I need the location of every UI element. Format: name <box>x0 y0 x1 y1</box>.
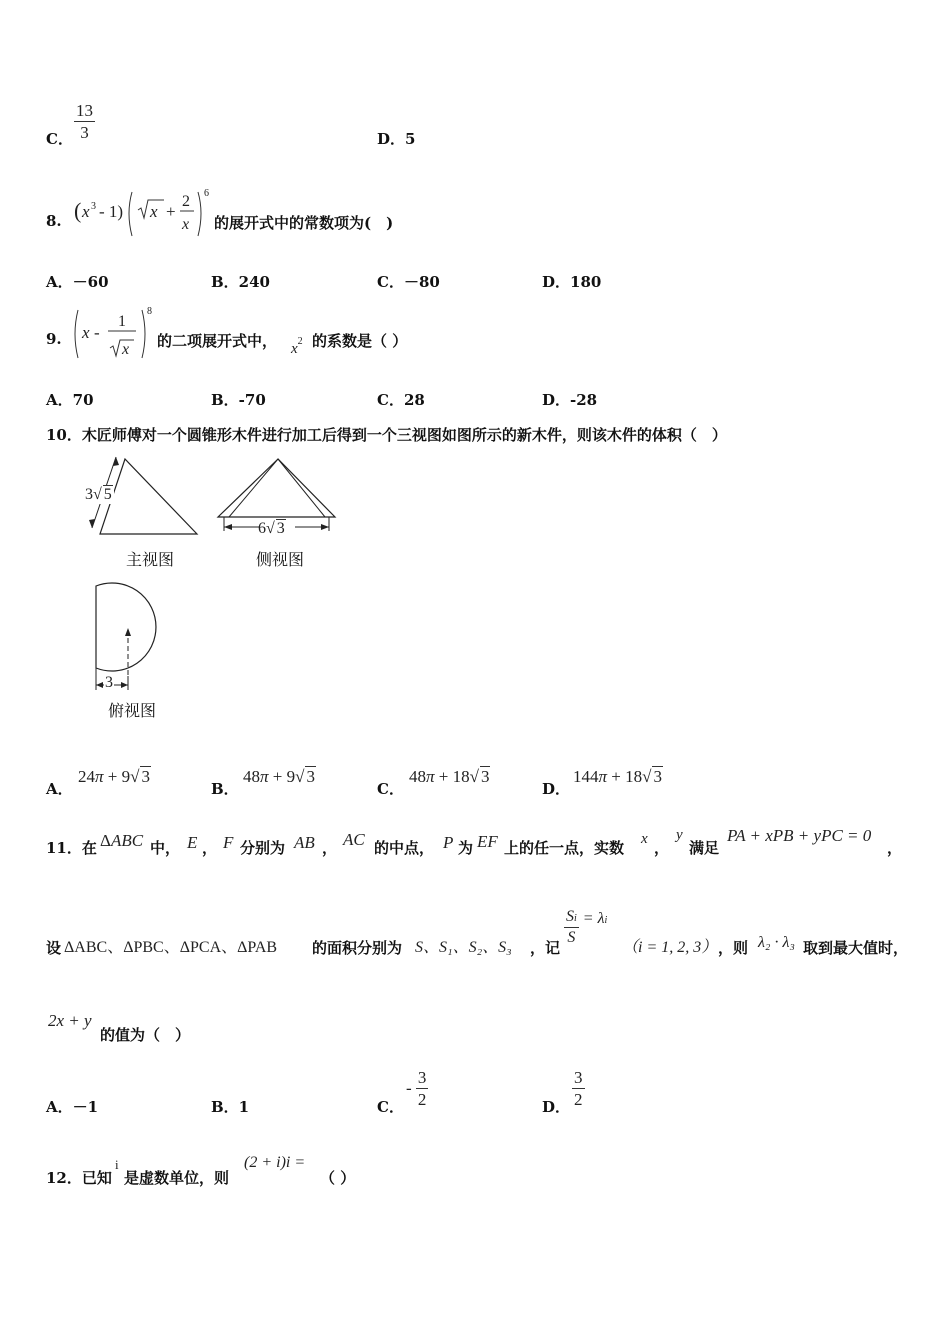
q11-line2-text-a: 设 <box>46 939 62 957</box>
q9-option-b: B．-70 <box>211 391 266 409</box>
q11-point-f: F <box>223 833 234 852</box>
front-view-dimension: 3√ 5 <box>85 486 112 503</box>
q11-lambda-product: λ₂ · λ₃ <box>758 934 795 951</box>
q11-var-y: y <box>676 827 683 843</box>
q11-text-4: 的中点， <box>374 839 435 857</box>
svg-text:1: 1 <box>118 313 126 330</box>
q11-text-7: 满足 <box>689 839 720 857</box>
q7-option-d: D．5 <box>377 130 416 148</box>
q9-option-d: D．-28 <box>542 391 598 409</box>
q10-option-a-label: A． <box>46 780 73 798</box>
q11-option-d-label: D． <box>542 1098 571 1116</box>
q7-option-c-label: C． <box>46 130 73 148</box>
q10-option-a-value: 24π + 9√ 3 <box>78 767 150 786</box>
svg-text:2: 2 <box>182 193 190 210</box>
q11-option-a: A．－1 <box>46 1098 99 1116</box>
svg-text:-: - <box>94 323 100 342</box>
q8-option-d: D．180 <box>542 273 602 291</box>
q10-option-d-label: D． <box>542 780 571 798</box>
q11-triangle: ΔABC <box>100 831 144 850</box>
svg-text:x: x <box>82 202 90 221</box>
top-view-label: 俯视图 <box>108 701 157 720</box>
q11-text-2: 中， <box>150 839 181 857</box>
q11-comma-3: ， <box>654 839 670 857</box>
q11-text-1: 11．在 <box>46 839 97 857</box>
svg-text:(: ( <box>74 198 82 223</box>
q9-formula <box>70 304 158 360</box>
q11-line2-text-b: 的面积分别为 <box>312 939 403 957</box>
q11-text-3: 分别为 <box>240 839 286 857</box>
q11-comma-1: ， <box>202 839 218 857</box>
q11-option-b: B．1 <box>211 1098 250 1116</box>
q11-var-x: x <box>641 831 648 847</box>
q11-areas: S、S₁、S₂、S₃ <box>415 939 512 956</box>
svg-text:x: x <box>150 202 158 221</box>
q10-option-b-label: B． <box>211 780 239 798</box>
q11-comma-4: ， <box>887 839 903 857</box>
q12-text-2: 是虚数单位，则 <box>124 1169 230 1187</box>
q9-option-a: A．70 <box>46 391 94 409</box>
top-view-dimension: 3 <box>105 674 113 691</box>
side-view-dimension: 6√ 3 <box>258 520 285 537</box>
q11-segment-ac: AC <box>343 830 365 849</box>
q8-option-a: A．－60 <box>46 273 109 291</box>
svg-text:3: 3 <box>91 201 96 212</box>
q10-stem: 10．木匠师傅对一个圆锥形木件进行加工后得到一个三视图如图所示的新木件，则该木件的体积（ ） <box>46 426 727 444</box>
q9-stem-a: 的二项展开式中， <box>157 332 278 350</box>
q7-option-c-value: $\frac{13}{3}$ <box>76 101 93 142</box>
q9-stem-b: 的系数是（ ） <box>312 332 408 350</box>
q11-ratio: $\frac{Si}{S}$ = λi <box>566 908 608 946</box>
q12-text-3: （ ） <box>320 1169 356 1187</box>
q12-imaginary-unit: i <box>115 1157 119 1172</box>
q8-option-c: C．－80 <box>377 273 440 291</box>
svg-text:6: 6 <box>204 188 209 199</box>
q11-vector-equation: PA + xPB + yPC = 0 <box>727 826 872 845</box>
q11-line2-text-d: ，则 <box>718 939 749 957</box>
q11-expression: 2x + y <box>48 1011 92 1030</box>
q8-number: 8. <box>46 212 62 230</box>
q11-option-c-value: - $\frac{3}{2}$ <box>406 1068 427 1109</box>
q11-line2-text-e: 取到最大值时， <box>803 939 909 957</box>
q12-text-1: 12．已知 <box>46 1169 112 1187</box>
front-view-label: 主视图 <box>126 550 175 569</box>
q11-text-6: 上的任一点，实数 <box>504 839 625 857</box>
top-view-figure <box>88 578 188 696</box>
q10-option-c-value: 48π + 18√ 3 <box>409 767 490 786</box>
q11-comma-2: ， <box>322 839 338 857</box>
q11-text-5: 为 <box>458 839 474 857</box>
q9-option-c: C．28 <box>377 391 425 409</box>
q11-point-p: P <box>443 833 454 852</box>
q11-index-range: （i = 1, 2, 3） <box>622 939 718 956</box>
svg-text:x: x <box>182 216 190 233</box>
q11-line2-text-c: ，记 <box>530 939 561 957</box>
q8-formula <box>72 186 212 240</box>
svg-text:+: + <box>166 202 176 221</box>
q9-x-squared: $x^2$ <box>291 336 303 357</box>
q11-segment-ab: AB <box>294 833 315 852</box>
q11-triangles: ΔABC、ΔPBC、ΔPCA、ΔPAB <box>64 939 278 956</box>
svg-text:8: 8 <box>147 306 152 317</box>
q8-option-b: B．240 <box>211 273 270 291</box>
q10-option-c-label: C． <box>377 780 404 798</box>
q8-stem: 的展开式中的常数项为( ) <box>214 214 394 232</box>
svg-text:x: x <box>82 323 90 342</box>
q11-point-e: E <box>187 833 198 852</box>
q9-number: 9. <box>46 330 62 348</box>
q11-option-c-label: C． <box>377 1098 404 1116</box>
svg-text:x: x <box>122 341 130 358</box>
svg-text:- 1): - 1) <box>99 202 124 221</box>
q12-expression: (2 + i)i = <box>244 1154 306 1171</box>
q10-option-d-value: 144π + 18√ 3 <box>573 767 662 786</box>
q11-line3-text: 的值为（ ） <box>100 1026 191 1044</box>
side-view-label: 侧视图 <box>256 550 305 569</box>
q10-option-b-value: 48π + 9√ 3 <box>243 767 315 786</box>
q11-segment-ef: EF <box>477 832 498 851</box>
q11-option-d-value: $\frac{3}{2}$ <box>574 1068 583 1109</box>
